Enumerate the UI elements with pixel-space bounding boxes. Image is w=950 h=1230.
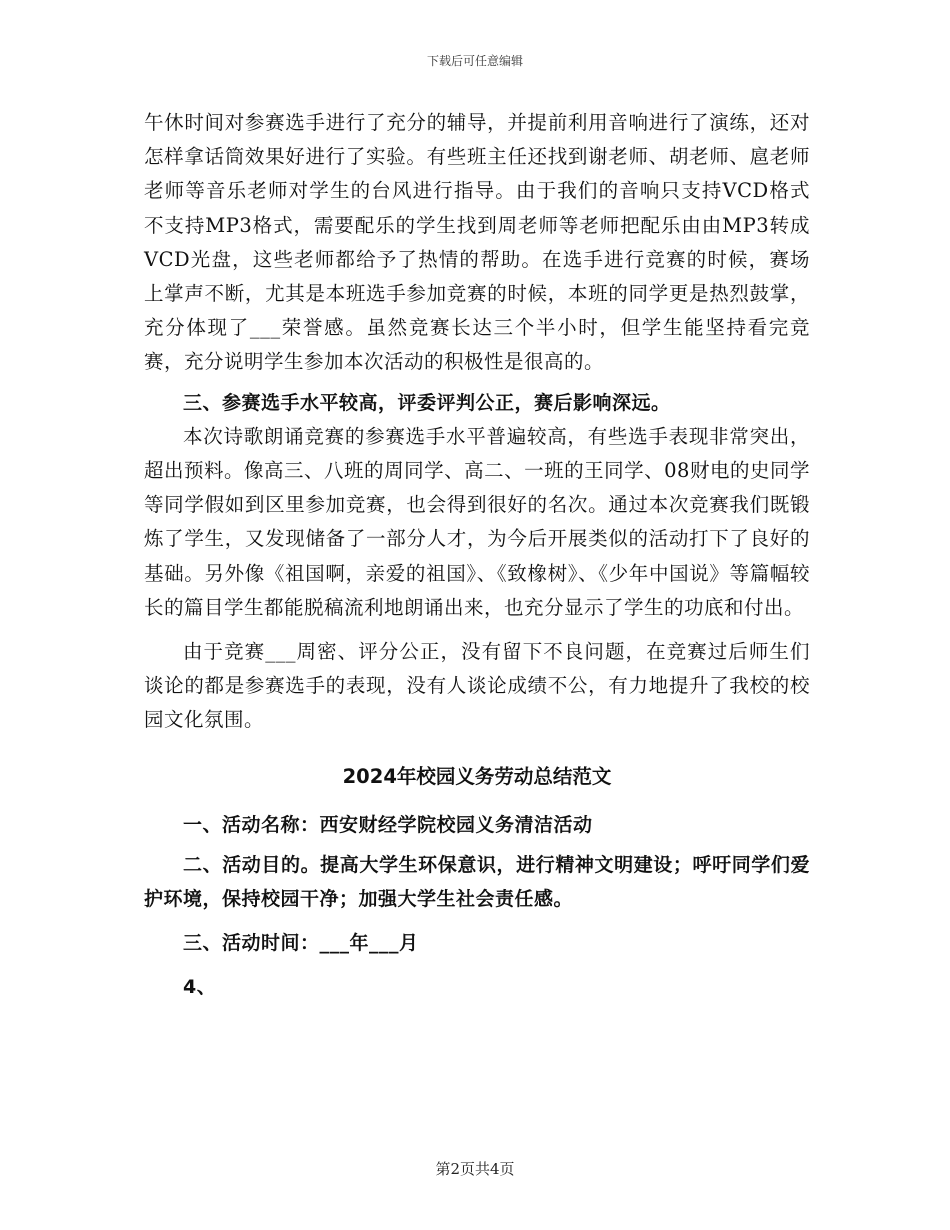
activity-purpose-item: 二、活动目的。提高大学生环保意识，进行精神文明建设；呼吁同学们爱护环境，保持校园干净；加强大学生社会责任感。	[144, 853, 810, 911]
page-header-note: 下载后可任意编辑	[426, 54, 523, 68]
activity-name-item: 一、活动名称：西安财经学院校园义务清洁活动	[183, 813, 593, 836]
paragraph-1: 午休时间对参赛选手进行了充分的辅导，并提前利用音响进行了演练，还对怎样拿话筒效果好进行了实验。有些班主任还找到谢老师、胡老师、扈老师老师等音乐老师对学生的台风进行指导。由于我们的音响只支持VCD格式不支持MP3格式，需要配乐的学生找到周老师等老师把配乐由由MP3转成VCD光盘，这些老师都给予了热情的帮助。在选手进行竞赛的时候，赛场上掌声不断，尤其是本班选手参加竞赛的时候，本班的同学更是热烈鼓掌，充分体现了___荣誉感。虽然竞赛长达三个半小时，但学生能坚持看完竞赛，充分说明学生参加本次活动的积极性是很高的。	[144, 111, 810, 374]
article-title: 2024年校园义务劳动总结范文	[342, 764, 612, 788]
section-heading-3: 三、参赛选手水平较高，评委评判公正，赛后影响深远。	[183, 391, 671, 414]
document-body	[144, 106, 810, 1005]
item-4: 4、	[183, 976, 217, 999]
page-number: 第2页共4页	[435, 1160, 515, 1178]
paragraph-3: 由于竞赛___周密、评分公正，没有留下不良问题，在竞赛过后师生们谈论的都是参赛选手的表现，没有人谈论成绩不公，有力地提升了我校的校园文化氛围。	[144, 640, 810, 732]
activity-time-item: 三、活动时间：___年___月	[183, 932, 419, 955]
paragraph-2: 本次诗歌朗诵竞赛的参赛选手水平普遍较高，有些选手表现非常突出，超出预料。像高三、八班的周同学、高二、一班的王同学、08财电的史同学等同学假如到区里参加竞赛，也会得到很好的名次。通过本次竞赛我们既锻炼了学生，又发现储备了一部分人才，为今后开展类似的活动打下了良好的基础。另外像《祖国啊，亲爱的祖国》、《致橡树》、《少年中国说》等篇幅较长的篇目学生都能脱稿流利地朗诵出来，也充分显示了学生的功底和付出。	[144, 424, 810, 619]
